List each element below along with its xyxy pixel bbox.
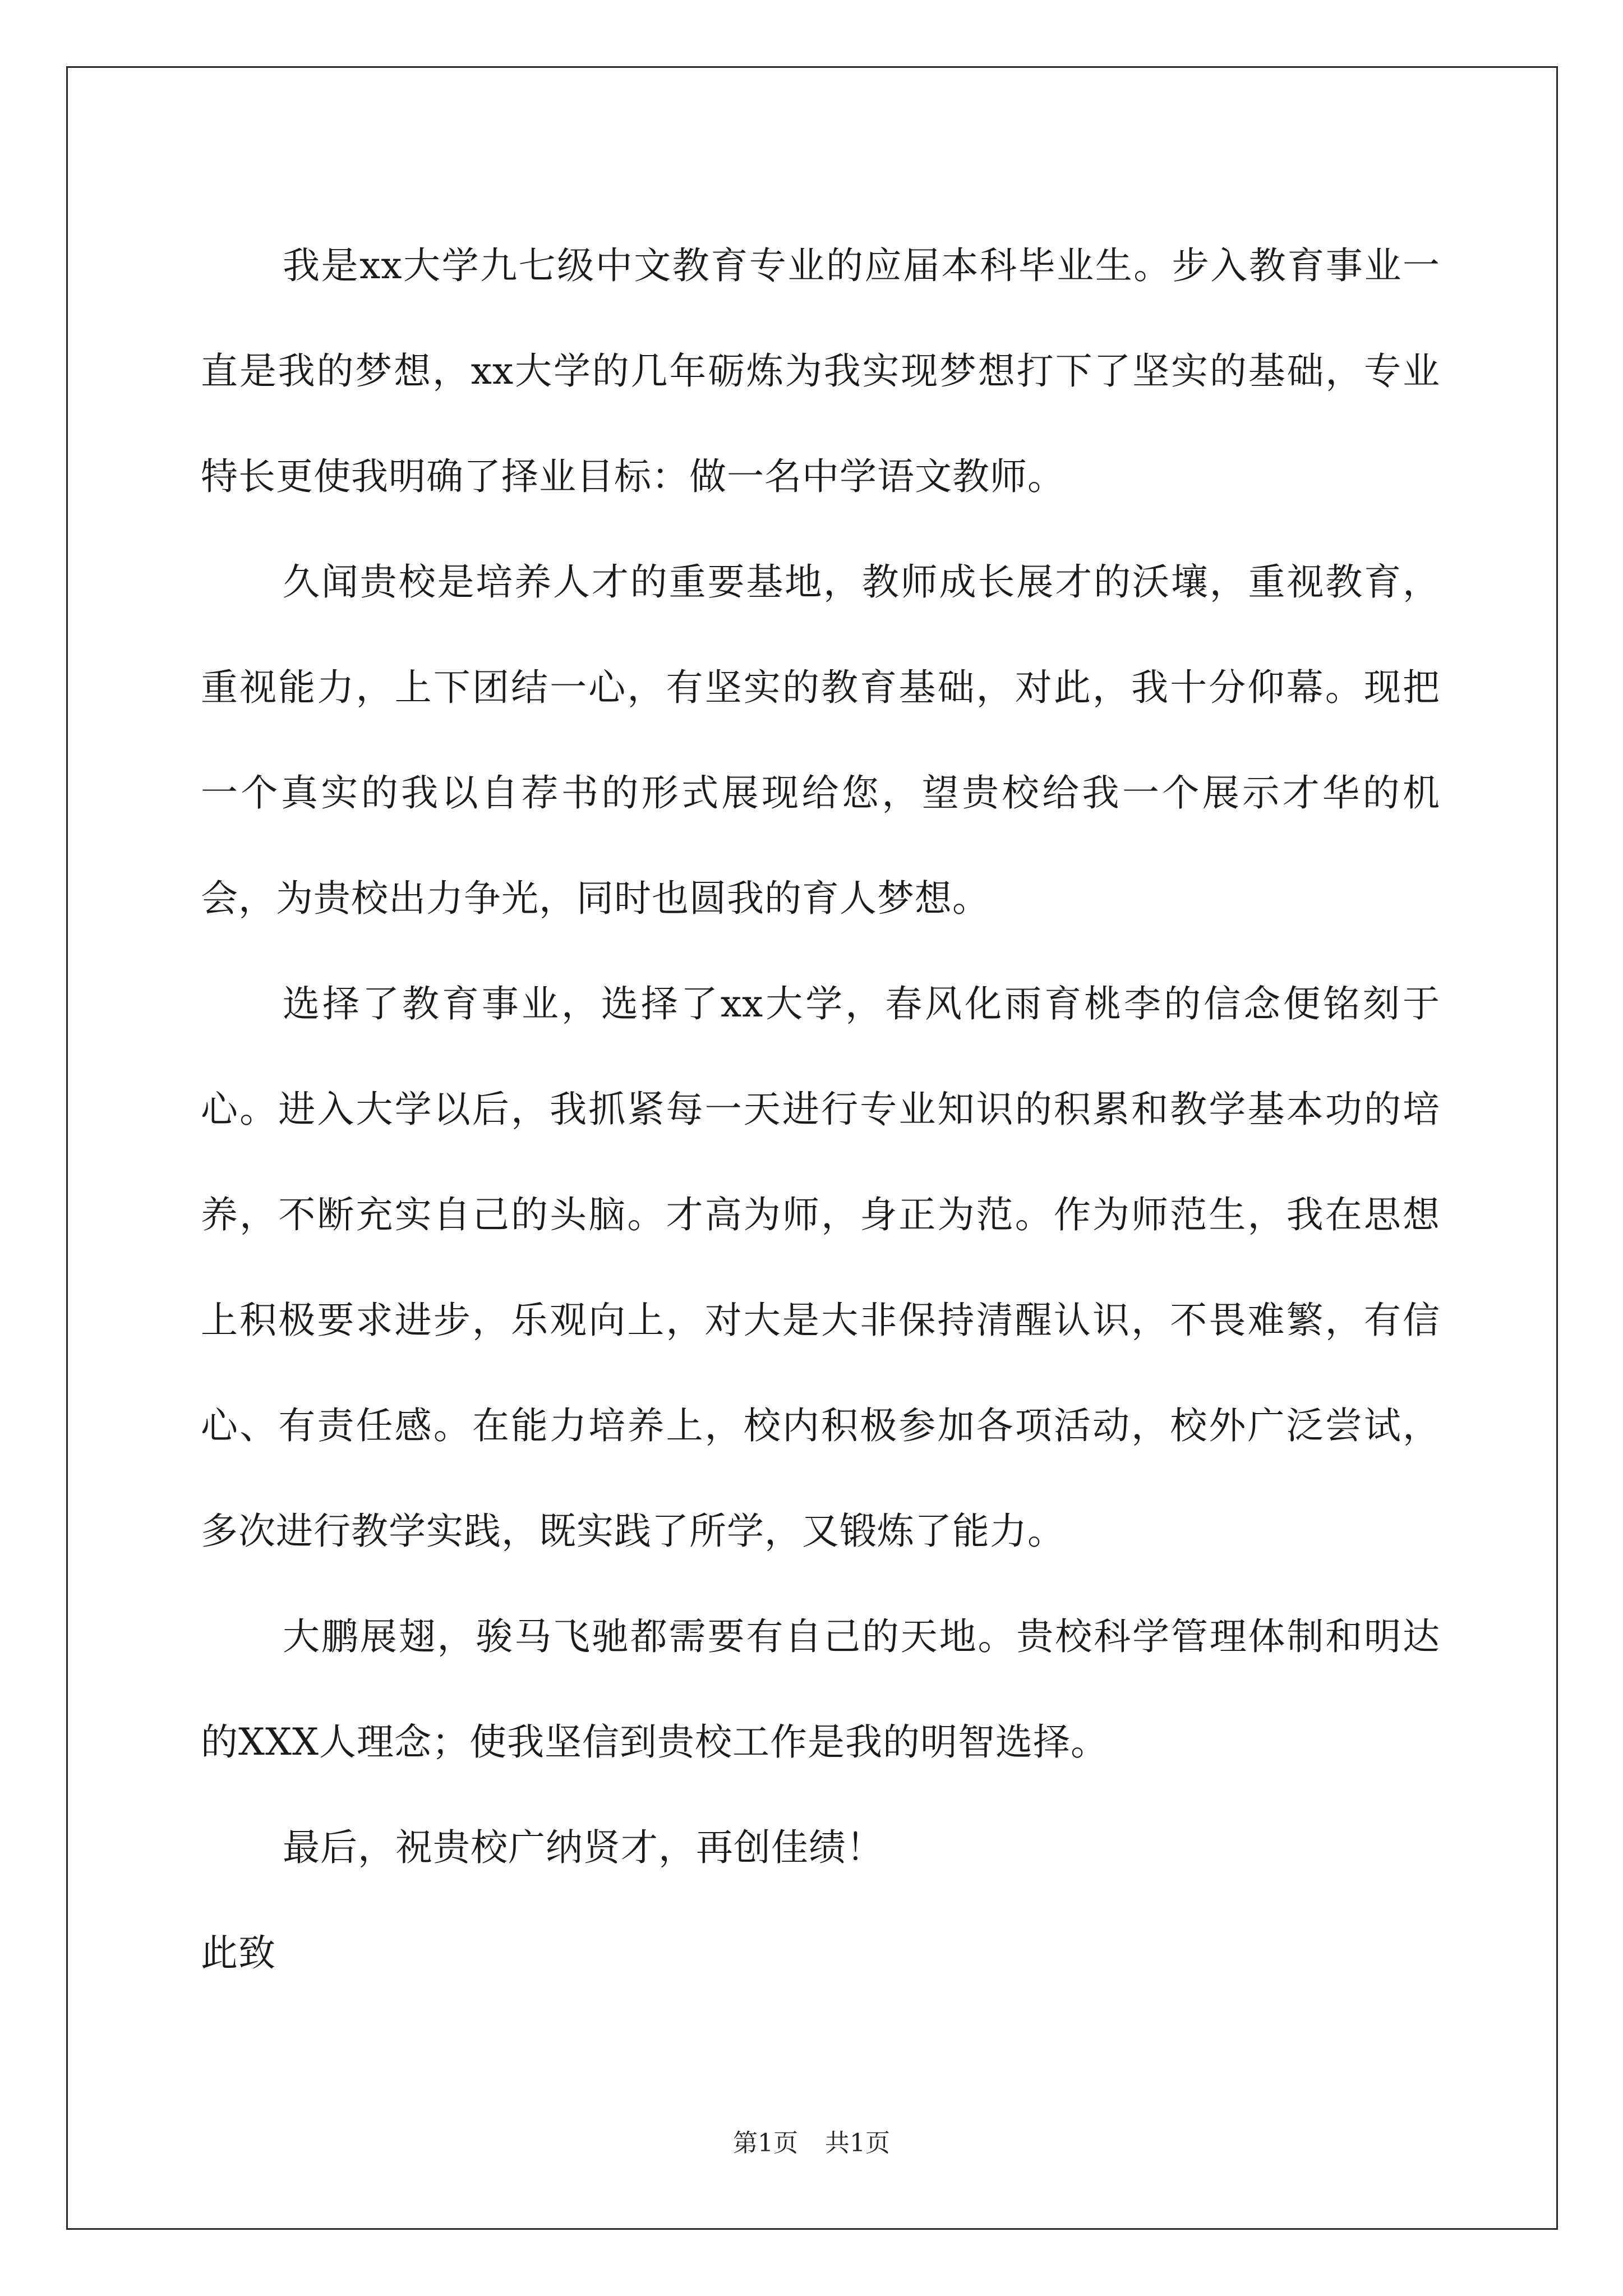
closing-salutation: 此致 bbox=[201, 1931, 276, 1975]
paragraph-intro: 我是xx大学九七级中文教育专业的应届本科毕业生。步入教育事业一直是我的梦想，xx大学的几年砺炼为我实现梦想打下了坚实的基础，专业特长更使我明确了择业目标：做一名中学语文教师。 bbox=[201, 244, 1440, 498]
paragraph-experience: 选择了教育事业，选择了xx大学，春风化雨育桃李的信念便铭刻于心。进入大学以后，我抓紧每一天进行专业知识的积累和教学基本功的培养，不断充实自己的头脑。才高为师，身正为范。作为师范生，我在思想上积极要求进步，乐观向上，对大是大非保持清醒认识，不畏难繁，有信心、有责任感。在能力培养上，校内积极参加各项活动，校外广泛尝试，多次进行教学实践，既实践了所学，又锻炼了能力。 bbox=[201, 982, 1440, 1553]
paragraph-admiration: 久闻贵校是培养人才的重要基地，教师成长展才的沃壤，重视教育，重视能力，上下团结一心，有坚实的教育基础，对此，我十分仰幕。现把一个真实的我以自荐书的形式展现给您，望贵校给我一个展示才华的机会，为贵校出力争光，同时也圆我的育人梦想。 bbox=[201, 560, 1440, 920]
page-total: 共1页 bbox=[825, 2129, 890, 2157]
page-number: 第1页 bbox=[733, 2129, 798, 2157]
paragraph-wishes: 最后，祝贵校广纳贤才，再创佳绩！ bbox=[283, 1826, 884, 1869]
paragraph-choice: 大鹏展翅，骏马飞驰都需要有自己的天地。贵校科学管理体制和明达的XXX人理念；使我坚信到贵校工作是我的明智选择。 bbox=[201, 1615, 1440, 1764]
document-body bbox=[201, 213, 1440, 2006]
page-footer bbox=[0, 2127, 1623, 2160]
